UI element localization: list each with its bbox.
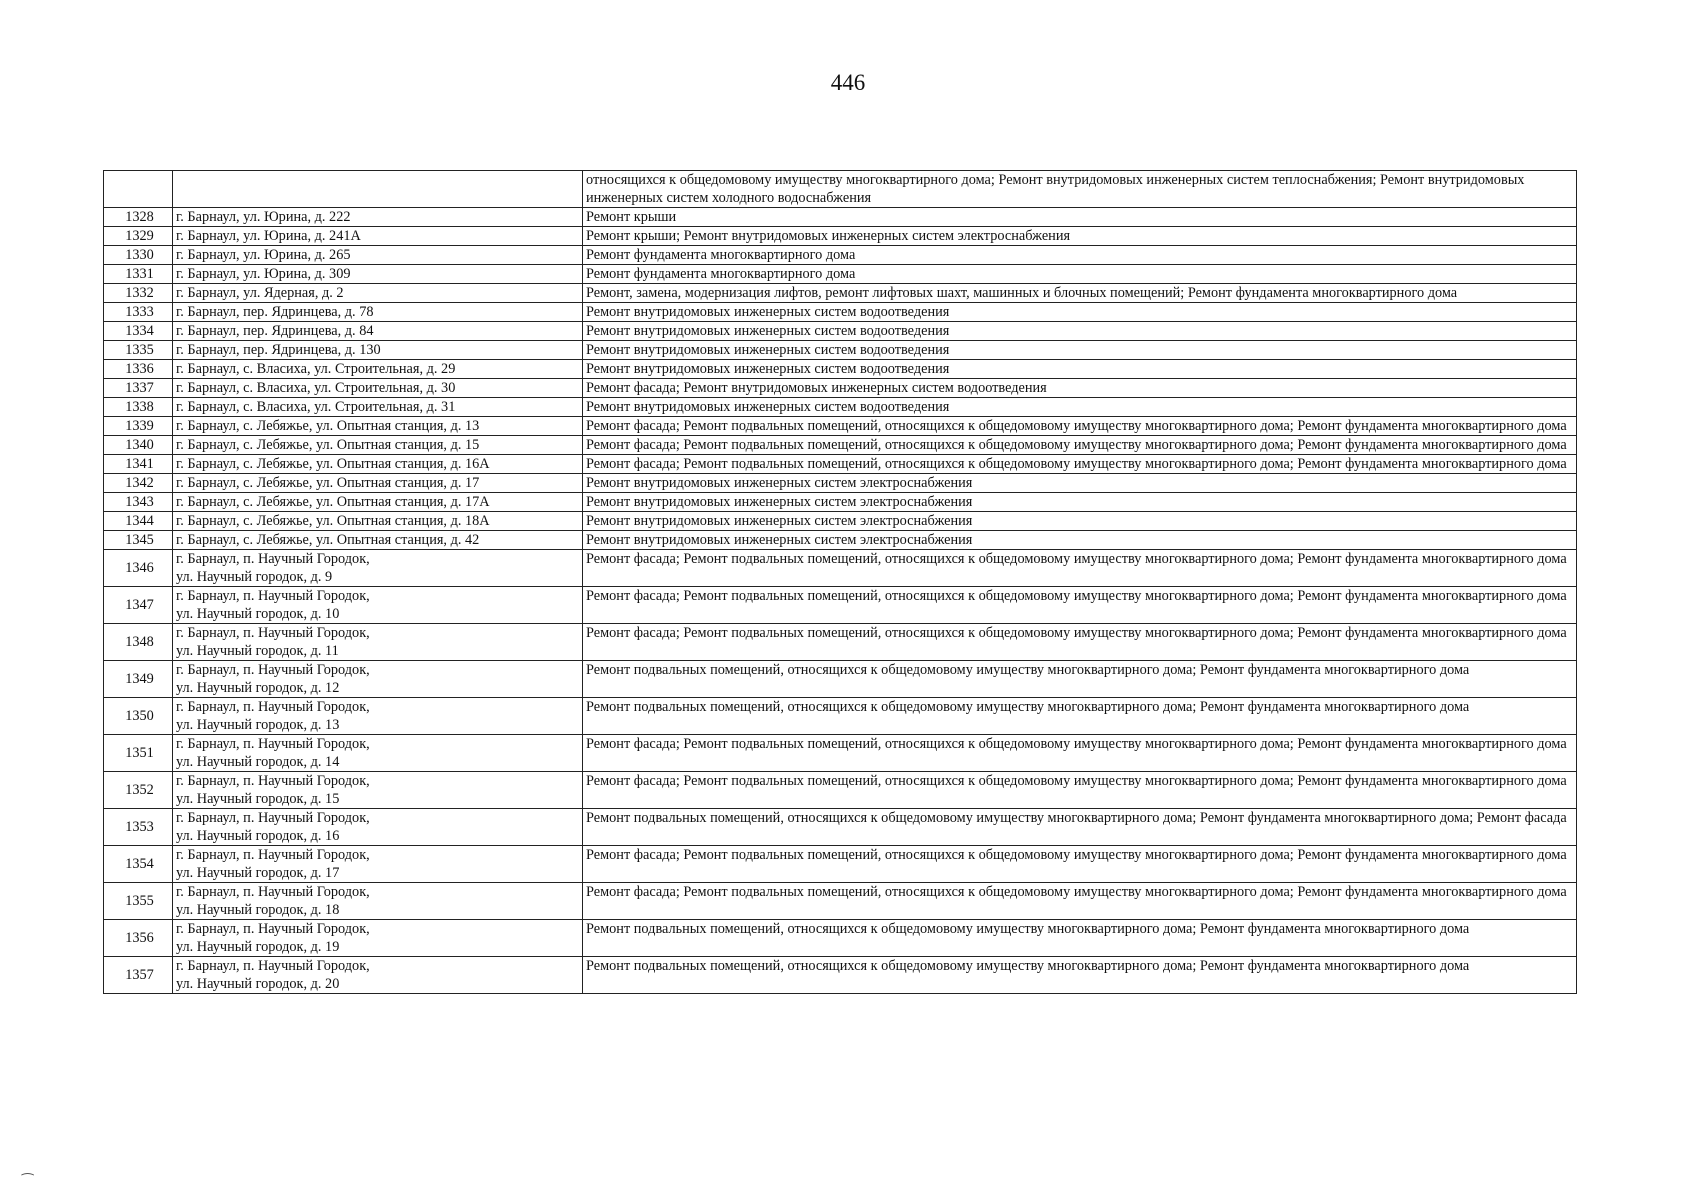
work-description: Ремонт внутридомовых инженерных систем водоотведения — [583, 322, 1577, 341]
address-cell — [173, 957, 583, 994]
address-line: г. Барнаул, п. Научный Городок, — [176, 958, 370, 974]
table-row — [104, 227, 1577, 246]
work-description: Ремонт фасада; Ремонт подвальных помещений, относящихся к общедомовому имуществу многоквартирного дома; Ремонт фундамента многоквартирного дома — [583, 550, 1577, 587]
address-cell — [173, 698, 583, 735]
table-row — [104, 341, 1577, 360]
table-row — [104, 455, 1577, 474]
row-number: 1356 — [104, 920, 173, 957]
work-description: Ремонт подвальных помещений, относящихся к общедомовому имуществу многоквартирного дома; Ремонт фундамента многоквартирного дома — [583, 698, 1577, 735]
table-row — [104, 772, 1577, 809]
address-cell — [173, 227, 583, 246]
address-cell — [173, 587, 583, 624]
address-cell — [173, 398, 583, 417]
scan-artifact: ⁔ — [22, 1161, 34, 1176]
address-cell — [173, 809, 583, 846]
address-cell — [173, 322, 583, 341]
address-cell — [173, 265, 583, 284]
address-line: г. Барнаул, с. Лебяжье, ул. Опытная станция, д. 17 — [176, 475, 480, 491]
table-row — [104, 246, 1577, 265]
address-cell — [173, 661, 583, 698]
repair-schedule-table — [103, 170, 1577, 994]
address-line: ул. Научный городок, д. 14 — [176, 754, 340, 770]
work-description: Ремонт внутридомовых инженерных систем водоотведения — [583, 360, 1577, 379]
row-number: 1347 — [104, 587, 173, 624]
work-description: Ремонт внутридомовых инженерных систем электроснабжения — [583, 474, 1577, 493]
table-row — [104, 360, 1577, 379]
address-line: ул. Научный городок, д. 9 — [176, 569, 333, 585]
address-line: ул. Научный городок, д. 11 — [176, 643, 339, 659]
work-description: Ремонт внутридомовых инженерных систем водоотведения — [583, 341, 1577, 360]
address-line: г. Барнаул, с. Власиха, ул. Строительная, д. 29 — [176, 361, 456, 377]
address-line: г. Барнаул, п. Научный Городок, — [176, 773, 370, 789]
address-line: г. Барнаул, с. Лебяжье, ул. Опытная станция, д. 18А — [176, 513, 490, 529]
row-number: 1342 — [104, 474, 173, 493]
work-description: Ремонт подвальных помещений, относящихся к общедомовому имуществу многоквартирного дома; Ремонт фундамента многоквартирного дома; Ремонт фасада — [583, 809, 1577, 846]
address-cell — [173, 360, 583, 379]
address-cell — [173, 455, 583, 474]
work-description: Ремонт подвальных помещений, относящихся к общедомовому имуществу многоквартирного дома; Ремонт фундамента многоквартирного дома — [583, 957, 1577, 994]
address-cell — [173, 550, 583, 587]
address-line: г. Барнаул, с. Лебяжье, ул. Опытная станция, д. 15 — [176, 437, 480, 453]
row-number: 1328 — [104, 208, 173, 227]
work-description: Ремонт внутридомовых инженерных систем электроснабжения — [583, 531, 1577, 550]
address-line: г. Барнаул, с. Власиха, ул. Строительная, д. 30 — [176, 380, 456, 396]
work-description: Ремонт внутридомовых инженерных систем водоотведения — [583, 398, 1577, 417]
address-line: г. Барнаул, с. Лебяжье, ул. Опытная станция, д. 42 — [176, 532, 480, 548]
table-row — [104, 493, 1577, 512]
table-row — [104, 735, 1577, 772]
row-number: 1346 — [104, 550, 173, 587]
work-description: Ремонт внутридомовых инженерных систем водоотведения — [583, 303, 1577, 322]
page-number: 446 — [830, 70, 866, 95]
address-cell — [173, 284, 583, 303]
address-line: г. Барнаул, п. Научный Городок, — [176, 736, 370, 752]
work-description: Ремонт внутридомовых инженерных систем электроснабжения — [583, 493, 1577, 512]
row-number: 1336 — [104, 360, 173, 379]
table-row — [104, 265, 1577, 284]
table-row — [104, 550, 1577, 587]
address-line: г. Барнаул, ул. Юрина, д. 222 — [176, 209, 351, 225]
address-cell — [173, 474, 583, 493]
address-cell — [173, 531, 583, 550]
row-number: 1337 — [104, 379, 173, 398]
work-description: Ремонт внутридомовых инженерных систем электроснабжения — [583, 512, 1577, 531]
row-number: 1330 — [104, 246, 173, 265]
row-number: 1354 — [104, 846, 173, 883]
address-cell — [173, 772, 583, 809]
address-line: г. Барнаул, с. Лебяжье, ул. Опытная станция, д. 17А — [176, 494, 490, 510]
row-number: 1339 — [104, 417, 173, 436]
row-number: 1357 — [104, 957, 173, 994]
address-line: г. Барнаул, ул. Юрина, д. 265 — [176, 247, 351, 263]
row-number: 1338 — [104, 398, 173, 417]
address-line: г. Барнаул, п. Научный Городок, — [176, 699, 370, 715]
work-description: Ремонт фасада; Ремонт подвальных помещений, относящихся к общедомовому имуществу многоквартирного дома; Ремонт фундамента многоквартирного дома — [583, 455, 1577, 474]
address-line: г. Барнаул, пер. Ядринцева, д. 84 — [176, 323, 374, 339]
table-row — [104, 846, 1577, 883]
address-line: г. Барнаул, ул. Юрина, д. 309 — [176, 266, 351, 282]
address-line: г. Барнаул, п. Научный Городок, — [176, 810, 370, 826]
work-description: Ремонт фундамента многоквартирного дома — [583, 265, 1577, 284]
num-cell — [104, 171, 173, 208]
row-number: 1343 — [104, 493, 173, 512]
table-row — [104, 624, 1577, 661]
work-description: Ремонт фасада; Ремонт подвальных помещений, относящихся к общедомовому имуществу многоквартирного дома; Ремонт фундамента многоквартирного дома — [583, 883, 1577, 920]
address-cell — [173, 735, 583, 772]
work-description: Ремонт, замена, модернизация лифтов, ремонт лифтовых шахт, машинных и блочных помещений; Ремонт фундамента многоквартирного дома — [583, 284, 1577, 303]
work-description: Ремонт фасада; Ремонт подвальных помещений, относящихся к общедомовому имуществу многоквартирного дома; Ремонт фундамента многоквартирного дома — [583, 846, 1577, 883]
work-description: Ремонт фасада; Ремонт внутридомовых инженерных систем водоотведения — [583, 379, 1577, 398]
address-line: г. Барнаул, с. Лебяжье, ул. Опытная станция, д. 13 — [176, 418, 480, 434]
address-line: г. Барнаул, п. Научный Городок, — [176, 588, 370, 604]
row-number: 1348 — [104, 624, 173, 661]
address-line: г. Барнаул, п. Научный Городок, — [176, 551, 370, 567]
work-description: Ремонт фасада; Ремонт подвальных помещений, относящихся к общедомовому имуществу многоквартирного дома; Ремонт фундамента многоквартирного дома — [583, 624, 1577, 661]
row-number: 1340 — [104, 436, 173, 455]
address-line: г. Барнаул, пер. Ядринцева, д. 78 — [176, 304, 374, 320]
work-description: Ремонт крыши; Ремонт внутридомовых инженерных систем электроснабжения — [583, 227, 1577, 246]
row-number: 1350 — [104, 698, 173, 735]
work-description: Ремонт фасада; Ремонт подвальных помещений, относящихся к общедомовому имуществу многоквартирного дома; Ремонт фундамента многоквартирного дома — [583, 772, 1577, 809]
address-line: ул. Научный городок, д. 19 — [176, 939, 340, 955]
table-row — [104, 883, 1577, 920]
table-row — [104, 698, 1577, 735]
table-row — [104, 661, 1577, 698]
address-line: ул. Научный городок, д. 13 — [176, 717, 340, 733]
table-row — [104, 284, 1577, 303]
row-number: 1355 — [104, 883, 173, 920]
address-line: ул. Научный городок, д. 15 — [176, 791, 340, 807]
address-line: г. Барнаул, п. Научный Городок, — [176, 921, 370, 937]
table-row — [104, 322, 1577, 341]
work-description: Ремонт фундамента многоквартирного дома — [583, 246, 1577, 265]
address-cell — [173, 624, 583, 661]
work-description: Ремонт фасада; Ремонт подвальных помещений, относящихся к общедомовому имуществу многоквартирного дома; Ремонт фундамента многоквартирного дома — [583, 587, 1577, 624]
address-line: ул. Научный городок, д. 20 — [176, 976, 340, 992]
row-number: 1335 — [104, 341, 173, 360]
table-row — [104, 531, 1577, 550]
address-line: г. Барнаул, с. Власиха, ул. Строительная, д. 31 — [176, 399, 456, 415]
table-row — [104, 417, 1577, 436]
address-cell — [173, 208, 583, 227]
row-number: 1351 — [104, 735, 173, 772]
work-description: Ремонт крыши — [583, 208, 1577, 227]
work-description: Ремонт фасада; Ремонт подвальных помещений, относящихся к общедомовому имуществу многоквартирного дома; Ремонт фундамента многоквартирного дома — [583, 417, 1577, 436]
address-cell — [173, 171, 583, 208]
address-line: г. Барнаул, ул. Юрина, д. 241А — [176, 228, 361, 244]
address-cell — [173, 379, 583, 398]
address-line: г. Барнаул, с. Лебяжье, ул. Опытная станция, д. 16А — [176, 456, 490, 472]
address-line: г. Барнаул, п. Научный Городок, — [176, 625, 370, 641]
address-cell — [173, 493, 583, 512]
address-cell — [173, 436, 583, 455]
address-line: ул. Научный городок, д. 10 — [176, 606, 340, 622]
table-row — [104, 512, 1577, 531]
work-description: Ремонт фасада; Ремонт подвальных помещений, относящихся к общедомовому имуществу многоквартирного дома; Ремонт фундамента многоквартирного дома — [583, 735, 1577, 772]
address-line: г. Барнаул, п. Научный Городок, — [176, 884, 370, 900]
address-line: ул. Научный городок, д. 18 — [176, 902, 340, 918]
table-row — [104, 379, 1577, 398]
address-cell — [173, 512, 583, 531]
work-description: Ремонт подвальных помещений, относящихся к общедомовому имуществу многоквартирного дома; Ремонт фундамента многоквартирного дома — [583, 661, 1577, 698]
row-number: 1353 — [104, 809, 173, 846]
table-row — [104, 920, 1577, 957]
table-body — [104, 171, 1577, 994]
address-line: ул. Научный городок, д. 12 — [176, 680, 340, 696]
table-row — [104, 398, 1577, 417]
table-row — [104, 208, 1577, 227]
row-number: 1329 — [104, 227, 173, 246]
address-line: г. Барнаул, ул. Ядерная, д. 2 — [176, 285, 344, 301]
address-cell — [173, 846, 583, 883]
address-line: г. Барнаул, п. Научный Городок, — [176, 662, 370, 678]
table-row — [104, 809, 1577, 846]
table-row — [104, 474, 1577, 493]
address-cell — [173, 417, 583, 436]
table-row — [104, 436, 1577, 455]
address-line: ул. Научный городок, д. 17 — [176, 865, 340, 881]
row-number: 1344 — [104, 512, 173, 531]
address-line: г. Барнаул, п. Научный Городок, — [176, 847, 370, 863]
address-cell — [173, 341, 583, 360]
row-number: 1341 — [104, 455, 173, 474]
row-number: 1332 — [104, 284, 173, 303]
address-cell — [173, 920, 583, 957]
row-number: 1333 — [104, 303, 173, 322]
row-number: 1352 — [104, 772, 173, 809]
row-number: 1334 — [104, 322, 173, 341]
row-number: 1331 — [104, 265, 173, 284]
work-description: Ремонт подвальных помещений, относящихся к общедомовому имуществу многоквартирного дома; Ремонт фундамента многоквартирного дома — [583, 920, 1577, 957]
address-cell — [173, 246, 583, 265]
work-cell: относящихся к общедомовому имуществу многоквартирного дома; Ремонт внутридомовых инженерных систем теплоснабжения; Ремонт внутридомовых инженерных систем холодного водоснабжения — [583, 171, 1577, 208]
continuation-row — [104, 171, 1577, 208]
address-line: г. Барнаул, пер. Ядринцева, д. 130 — [176, 342, 381, 358]
row-number: 1349 — [104, 661, 173, 698]
row-number: 1345 — [104, 531, 173, 550]
address-line: ул. Научный городок, д. 16 — [176, 828, 340, 844]
address-cell — [173, 883, 583, 920]
work-description: Ремонт фасада; Ремонт подвальных помещений, относящихся к общедомовому имуществу многоквартирного дома; Ремонт фундамента многоквартирного дома — [583, 436, 1577, 455]
table-row — [104, 957, 1577, 994]
address-cell — [173, 303, 583, 322]
table-row — [104, 587, 1577, 624]
table-row — [104, 303, 1577, 322]
